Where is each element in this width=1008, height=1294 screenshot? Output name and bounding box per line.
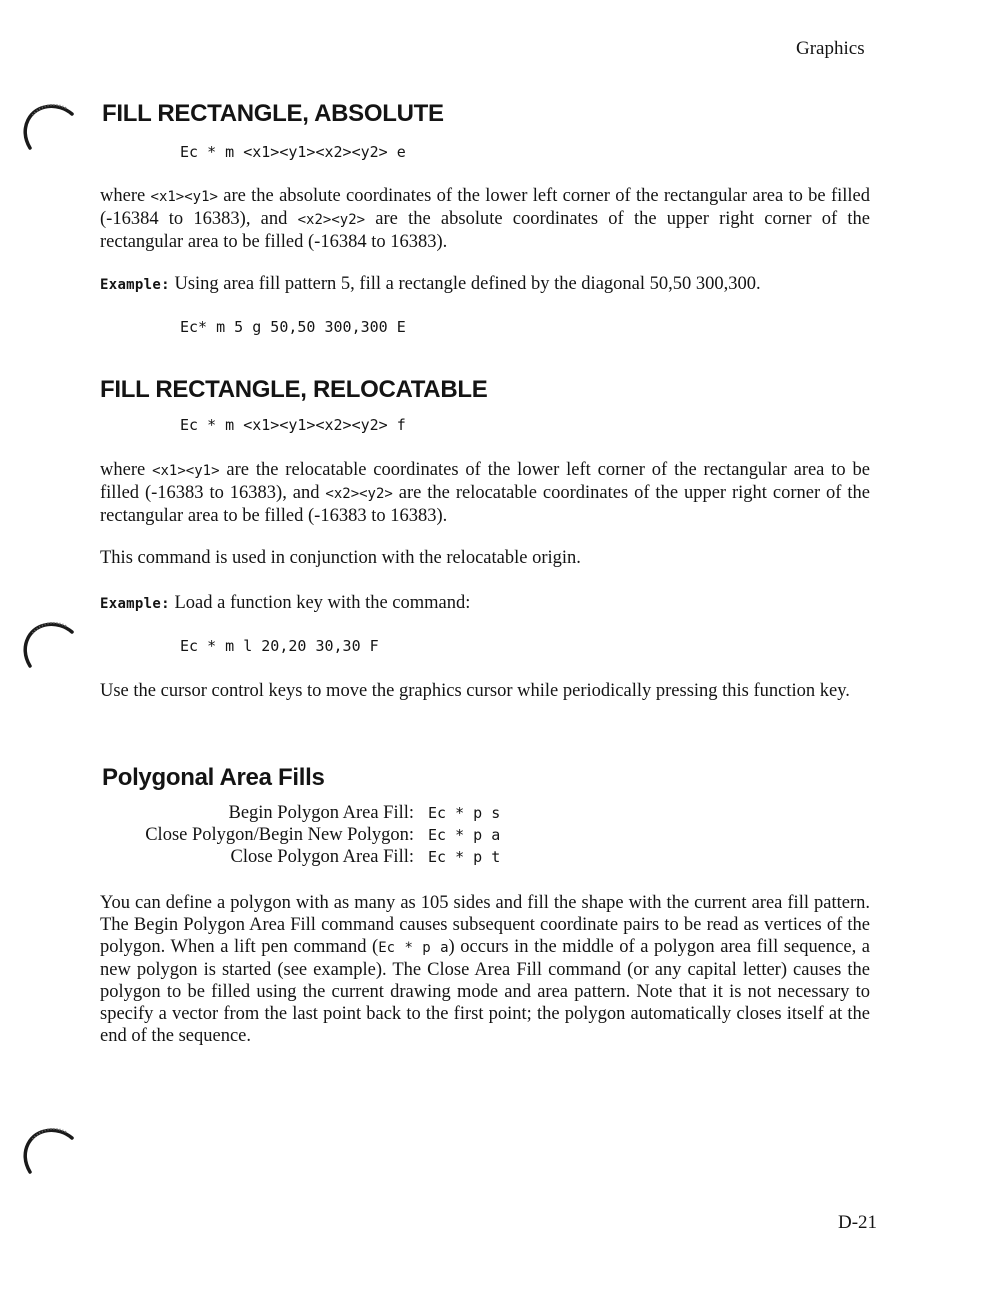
section-title-fill-rectangle-absolute: FILL RECTANGLE, ABSOLUTE <box>102 100 444 127</box>
example-label: Example: <box>100 277 170 293</box>
example-code-fill-rectangle-absolute: Ec* m 5 g 50,50 300,300 E <box>180 318 406 336</box>
binder-hole-mark-icon <box>22 1122 78 1178</box>
polygon-command-row <box>102 824 500 846</box>
polygon-command-code: Ec * p a <box>428 826 501 844</box>
section-title-fill-rectangle-relocatable: FILL RECTANGLE, RELOCATABLE <box>100 376 488 403</box>
description-text: are the absolute coordinates of the lower left corner of the rectangular area to be filled (-16384 to 16383), and <box>100 186 870 229</box>
polygon-command-row <box>102 802 500 824</box>
example-text: Load a function key with the command: <box>169 593 471 613</box>
example-fill-rectangle-absolute <box>100 273 870 296</box>
description-fill-rectangle-absolute <box>100 185 870 253</box>
example-code-fill-rectangle-relocatable: Ec * m l 20,20 30,30 F <box>180 637 379 655</box>
polygon-command-code: Ec * p t <box>428 848 501 866</box>
example-text: Using area fill pattern 5, fill a rectangle defined by the diagonal 50,50 300,300. <box>169 274 761 294</box>
section-title-polygonal-area-fills: Polygonal Area Fills <box>102 764 325 791</box>
description-text: You can define a polygon with as many as 105 sides and fill the shape with the current area fill pattern. The Begin Polygon Area Fill command causes subsequent coordinate pairs to be read as vertices of the polygon. When a lift pen command ( <box>100 893 870 957</box>
description-text: where <box>100 460 153 480</box>
description-text: are the relocatable coordinates of the lower left corner of the rectangular area to be filled (-16383 to 16383), and <box>100 460 870 503</box>
example-label: Example: <box>100 596 170 612</box>
description-text: are the relocatable coordinates of the upper right corner of the rectangular area to be filled (-16383 to 16383). <box>100 483 870 526</box>
example-fill-rectangle-relocatable <box>100 592 870 615</box>
binder-hole-mark-icon <box>22 616 78 672</box>
binder-hole-mark-icon <box>22 98 78 154</box>
description-fill-rectangle-relocatable <box>100 459 870 527</box>
description-text: ) occurs in the middle of a polygon area fill sequence, a new polygon is started (see example). The Close Area Fill command (or any capital letter) causes the polygon to be filled using the current drawing mode and area pattern. Note that it is not necessary to specify a vector from the last point back to the first point; the polygon automatically closes itself at the end of the sequence. <box>100 937 871 1046</box>
syntax-fill-rectangle-relocatable: Ec * m <x1><y1><x2><y2> f <box>180 416 406 434</box>
syntax-fill-rectangle-absolute: Ec * m <x1><y1><x2><y2> e <box>180 143 406 161</box>
running-header: Graphics <box>796 38 865 59</box>
parameter-x2y2: <x2><y2> <box>297 212 366 228</box>
polygon-command-label: Close Polygon/Begin New Polygon: <box>145 825 414 845</box>
parameter-x2y2: <x2><y2> <box>325 486 393 502</box>
polygon-command-row <box>102 846 500 868</box>
parameter-x1y1: <x1><y1> <box>152 463 220 479</box>
description-text: where <box>100 186 151 206</box>
parameter-x1y1: <x1><y1> <box>150 189 218 205</box>
polygon-command-code: Ec * p s <box>428 804 501 822</box>
function-key-followup: Use the cursor control keys to move the graphics cursor while periodically pressing this function key. <box>100 681 850 701</box>
description-text: are the absolute coordinates of the upper right corner of the rectangular area to be filled (-16384 to 16383). <box>100 209 870 252</box>
description-polygonal-area-fills <box>100 892 870 1047</box>
polygon-command-label: Begin Polygon Area Fill: <box>228 803 414 823</box>
polygon-command-label: Close Polygon Area Fill: <box>230 847 414 867</box>
relocatable-origin-note: This command is used in conjunction with the relocatable origin. <box>100 548 581 568</box>
lift-pen-command: Ec * p a <box>378 940 449 956</box>
page-number: D-21 <box>838 1212 878 1233</box>
